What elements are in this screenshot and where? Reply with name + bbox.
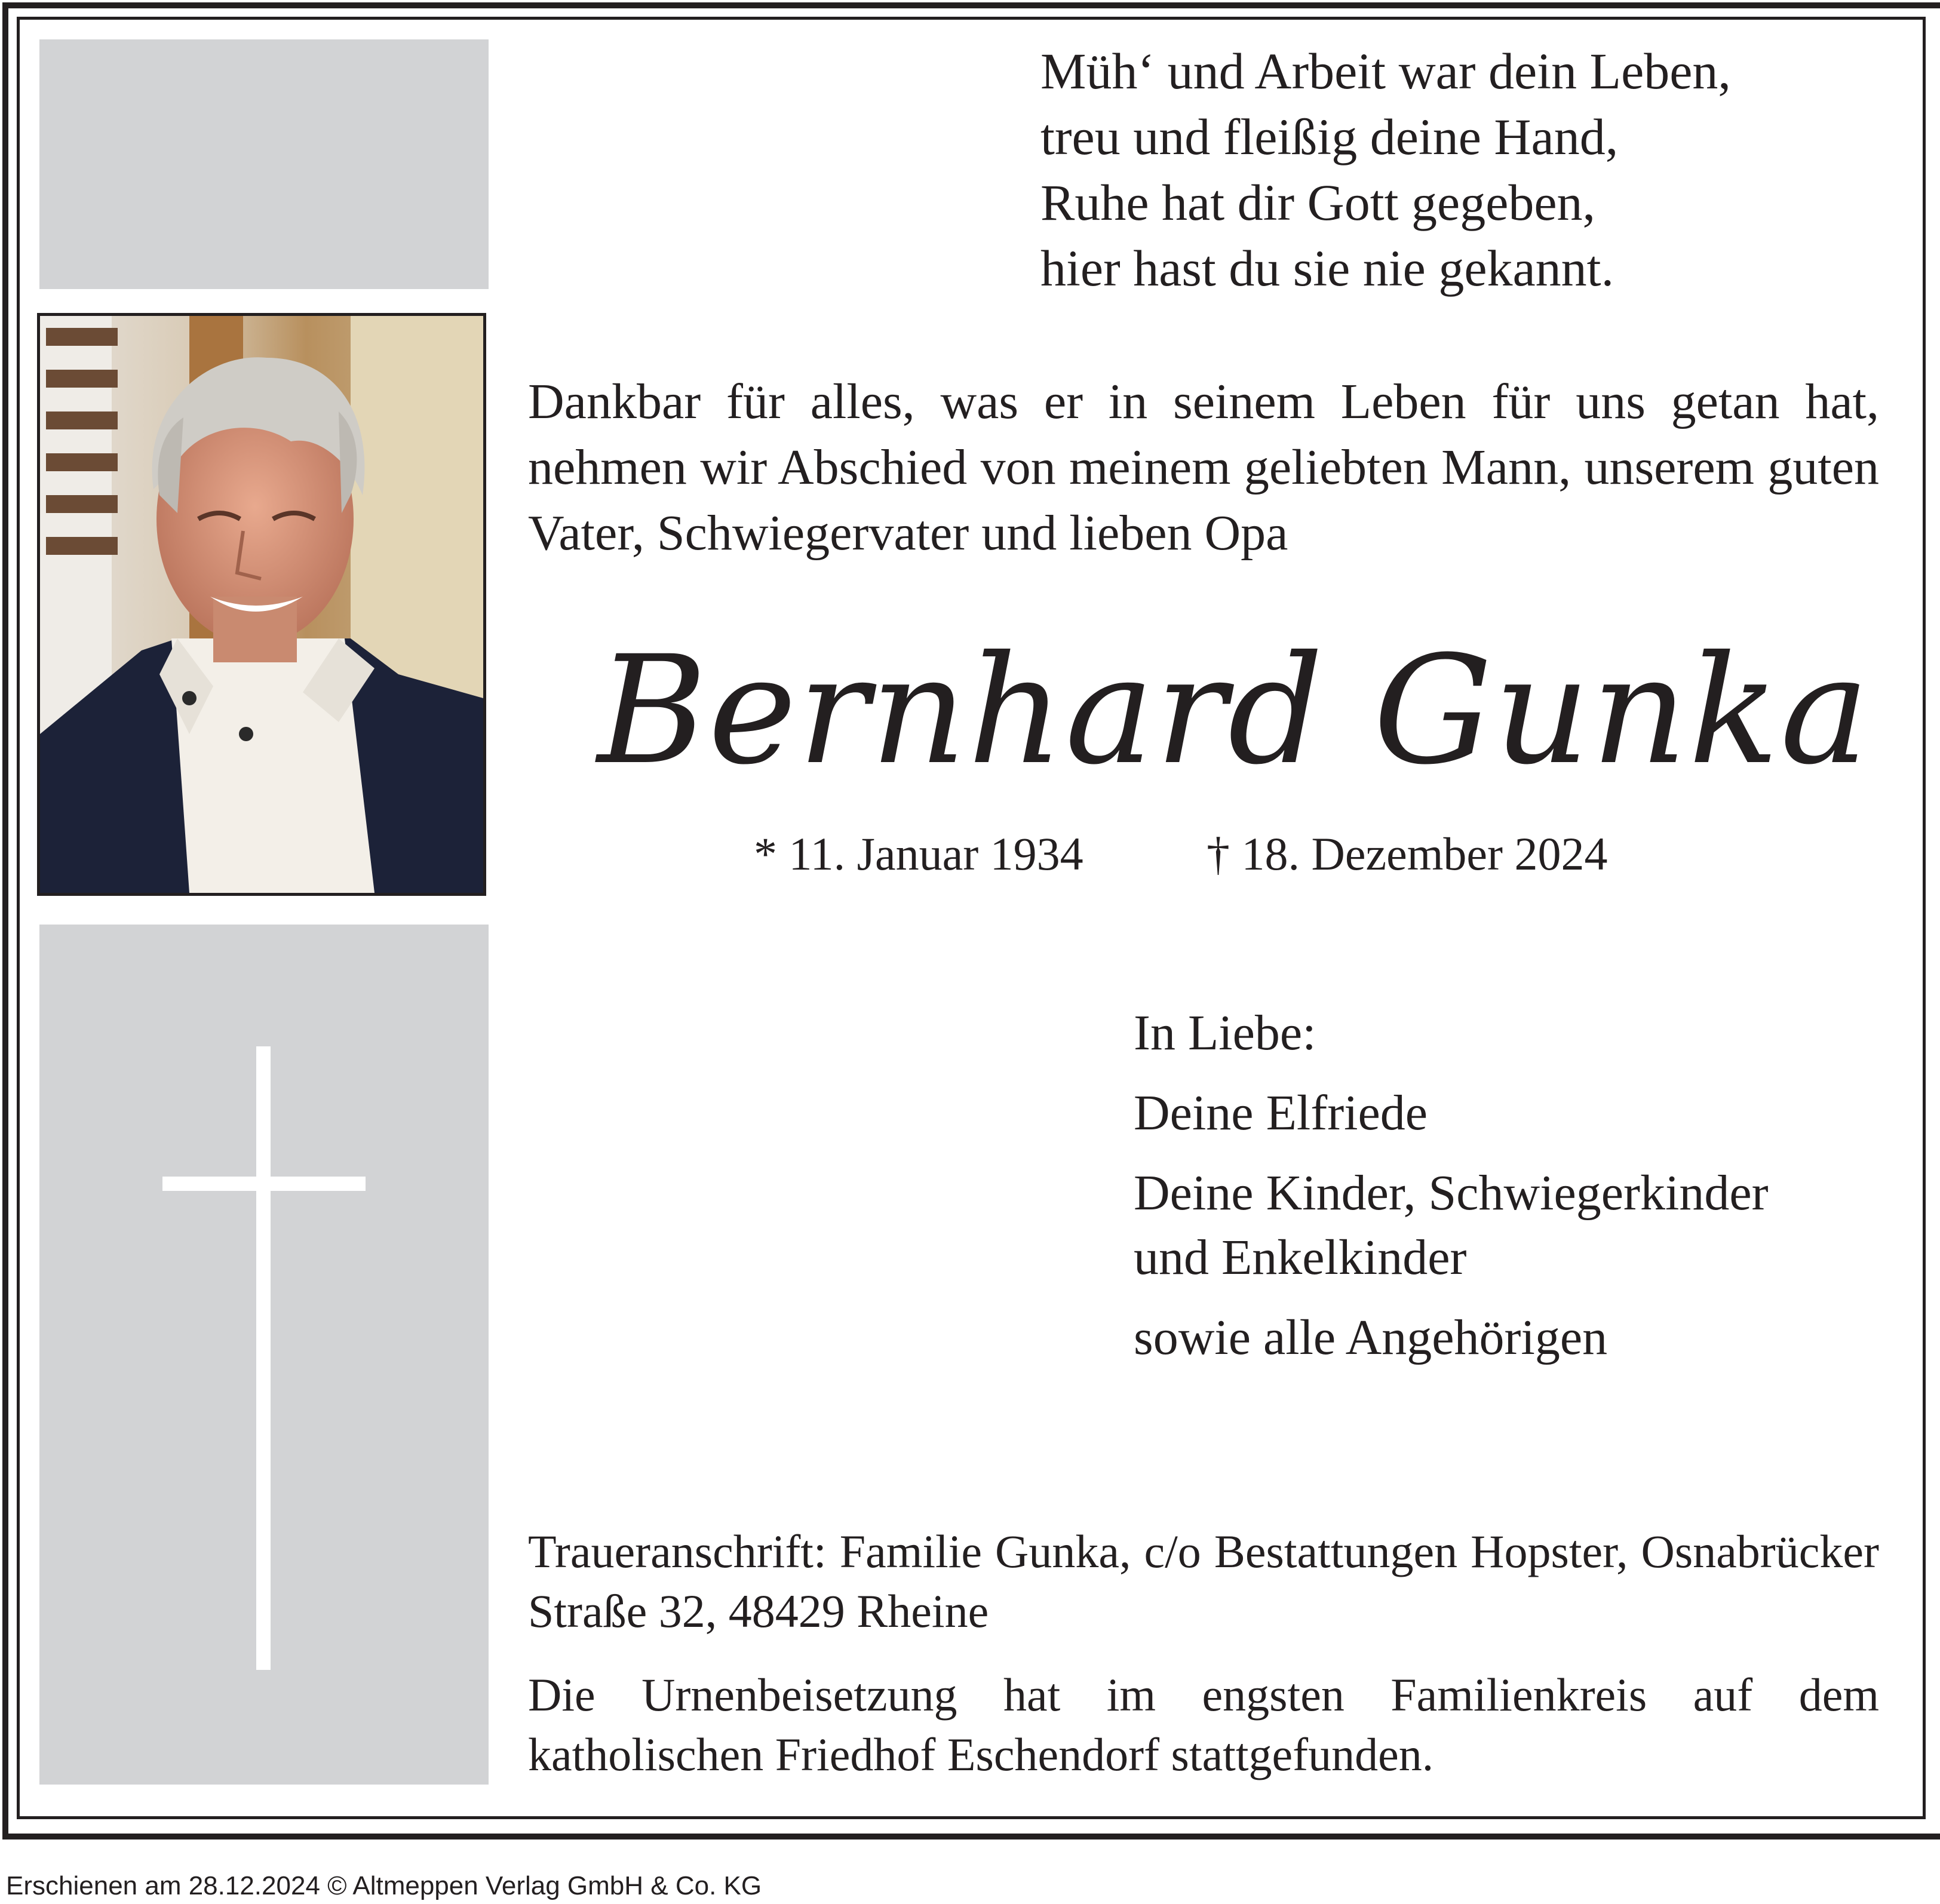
deceased-name: Bernhard Gunka (597, 624, 1871, 797)
family-heading: In Liebe: (1134, 1005, 1316, 1061)
family-children: Deine Kinder, Schwiegerkinder (1134, 1165, 1769, 1221)
memorial-verse (1040, 38, 1731, 301)
cross-icon (256, 1046, 271, 1670)
family-children-cont: und Enkelkinder (1134, 1230, 1467, 1285)
verse-line: Ruhe hat dir Gott gegeben, (1040, 174, 1596, 231)
verse-line: treu und fleißig deine Hand, (1040, 108, 1619, 165)
cross-icon-bar (162, 1177, 366, 1191)
verse-line: Müh‘ und Arbeit war dein Leben, (1040, 42, 1731, 100)
intro-text: Dankbar für alles, was er in seinem Leben für uns getan hat, nehmen wir Abschied von meinem geliebten Mann, unserem guten Vater, Schwiegervater und lieben Opa (528, 374, 1879, 561)
publication-footer: Erschienen am 28.12.2024 © Altmeppen Verlag GmbH & Co. KG (6, 1871, 762, 1900)
family-spouse: Deine Elfriede (1134, 1085, 1428, 1141)
burial-note: Die Urnenbeisetzung hat im engsten Familienkreis auf dem katholischen Friedhof Eschendorf stattgefunden. (528, 1669, 1879, 1780)
family-signature (1134, 1001, 1769, 1370)
family-relatives: sowie alle Angehörigen (1134, 1310, 1608, 1365)
birth-date: * 11. Januar 1934 (754, 828, 1083, 880)
portrait-illustration (40, 316, 483, 893)
portrait-photo (37, 313, 486, 896)
top-grey-panel (39, 39, 489, 289)
death-date: † 18. Dezember 2024 (1207, 828, 1608, 880)
mourning-address: Traueranschrift: Familie Gunka, c/o Bestattungen Hopster, Osnabrücker Straße 32, 48429 Rheine (528, 1525, 1879, 1637)
verse-line: hier hast du sie nie gekannt. (1040, 239, 1614, 297)
